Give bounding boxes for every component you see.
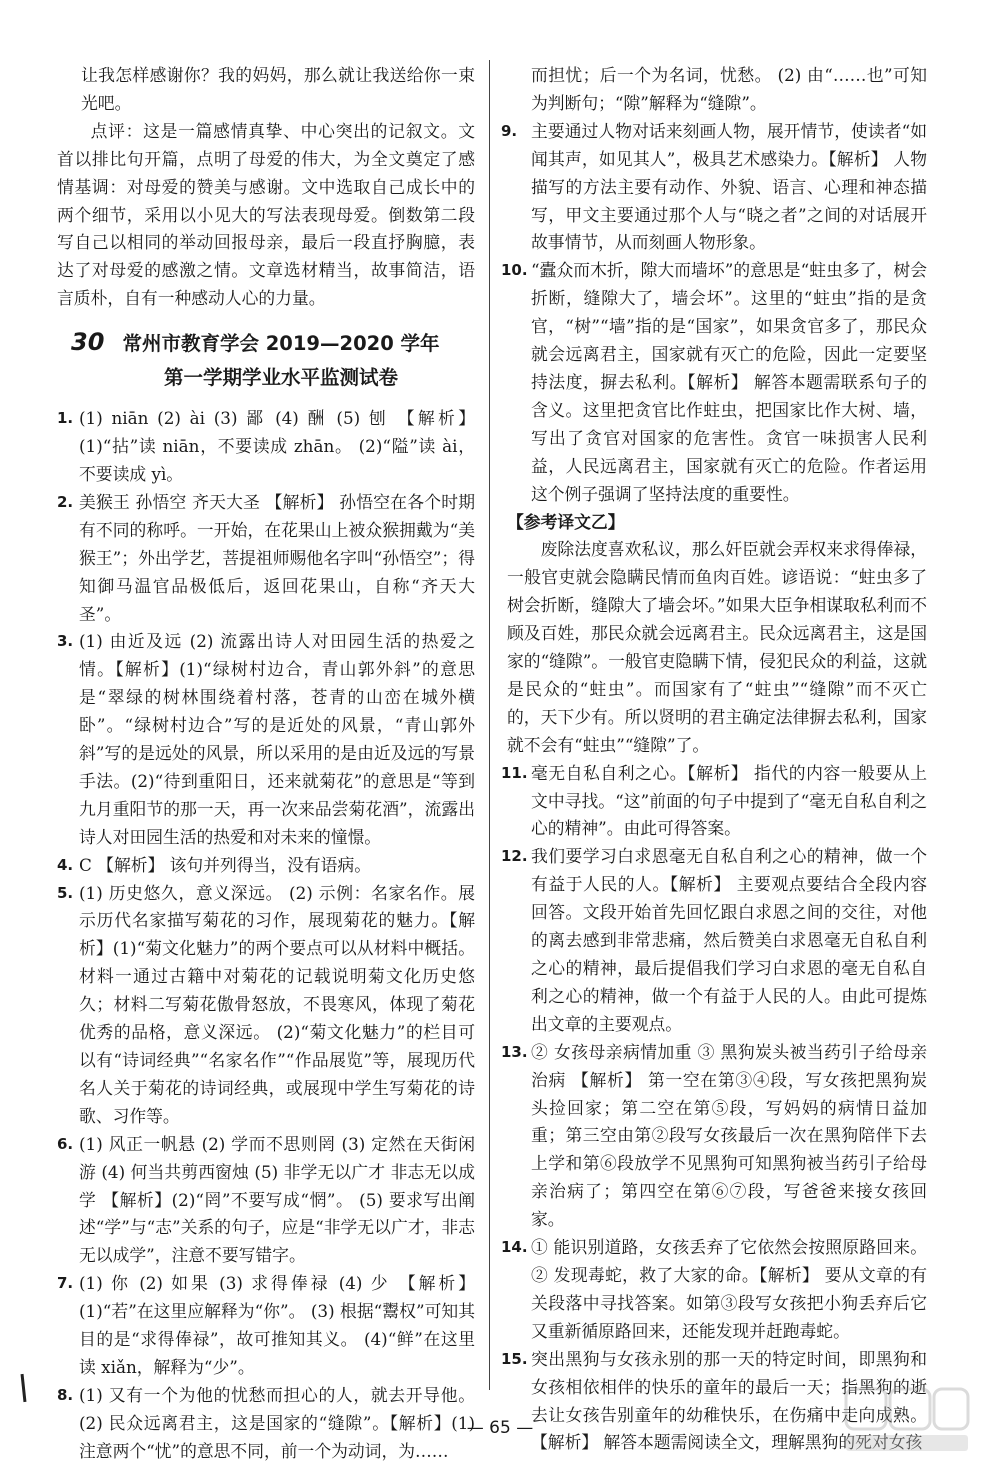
section-title-line2: 第一学期学业水平监测试卷 xyxy=(163,366,398,390)
section-heading xyxy=(57,327,475,395)
section-number: 30 xyxy=(71,328,105,357)
answer-number: 2. xyxy=(57,492,74,511)
answer-text: “蠹众而木折，隙大而墙坏”的意思是“蛀虫多了，树会折断，缝隙大了，墙会坏”。这里的“蛀虫”指的是贪官，“树”“墙”指的是“国家”，如果贪官多了，那民众就会远离君主，国家就有灭亡的危险，因此一定要坚持法度，摒去私利。【解析】 解答本题需联系句子的含义。这里把贪官比作蛀虫，把国家比作大树、墙，写出了贪官对国家的危害性。贪官一味损害人民利益，人民远离君主，国家就有灭亡的危险。作者运用这个例子强调了坚持法度的重要性。 xyxy=(531,260,927,504)
right-answer-list-b xyxy=(501,760,927,1458)
answer-item xyxy=(501,118,927,258)
answer-number: 15. xyxy=(501,1349,528,1368)
comment-paragraph: 点评：这是一篇感情真挚、中心突出的记叙文。文首以排比句开篇，点明了母爱的伟大，为全文奠定了感情基调：对母爱的赞美与感谢。文中选取自己成长中的两个细节，采用以小见大的写法表现母爱。倒数第二段写自己以相同的举动回报母亲，最后一段直抒胸臆，表达了对母爱的感激之情。文章选材精当，故事简洁，语言质朴，自有一种感动人心的力量。 xyxy=(57,120,475,309)
answer-number: 14. xyxy=(501,1238,528,1257)
answer-text: 突出黑狗与女孩永别的那一天的特定时间，即黑狗和女孩相依相伴的快乐的童年的最后一天；指黑狗的逝去让女孩告别童年的幼稚快乐，在伤痛中走向成熟。【解析】 解答本题需阅读全文，理解黑狗的死对女孩 xyxy=(531,1348,927,1453)
answer-item xyxy=(57,405,475,489)
answer-number: 12. xyxy=(501,847,528,866)
answer-text: (1) 风正一帆悬 (2) 学而不思则罔 (3) 定然在天街闲游 (4) 何当共剪西窗烛 (5) 非学无以广才 非志无以成学 【解析】(2)“罔”不要写成“惘”。 (5) 要求写出阐述“学”与“志”关系的句子，应是“非学无以广才，非志无以成学”，注意不要写错字。 xyxy=(79,1133,475,1266)
answer-item xyxy=(57,852,475,880)
answer-number: 1. xyxy=(57,409,74,428)
answer-text: ① 能识别道路，女孩丢弃了它依然会按照原路回来。② 发现毒蛇，救了大家的命。【解析】 要从文章的有关段落中寻找答案。如第③段写女孩把小狗丢弃后它又重新循原路回来，还能发现并赶跑毒蛇。 xyxy=(531,1237,927,1341)
margin-mark xyxy=(21,1374,27,1402)
answer-text: C 【解析】 该句并列得当，没有语病。 xyxy=(79,854,372,875)
answer-text: 毫无自私自利之心。【解析】 指代的内容一般要从上文中寻找。“这”前面的句子中提到了“毫无自私自利之心的精神”。由此可得答案。 xyxy=(531,762,927,839)
reference-translation-text: 废除法度喜欢私议，那么奸臣就会弄权来求得俸禄，一般官吏就会隐瞒民情而鱼肉百姓。谚语说：“蛀虫多了树会折断，缝隙大了墙会坏。”如果大臣争相谋取私利而不顾及百姓，那民众就会远离君主。民众远离君主，这是国家的“缝隙”。一般官吏隐瞒下情，侵犯民众的利益，这就是民众的“蛀虫”。而国家有了“蛀虫”“缝隙”而不灭亡的，天下少有。所以贤明的君主确定法律摒去私利，国家就不会有“蛀虫”“缝隙”了。 xyxy=(507,539,927,755)
answer-number: 13. xyxy=(501,1042,528,1061)
answer-item xyxy=(501,1039,927,1234)
continued-paragraph: 而担忧；后一个为名词，忧愁。 (2) 由“……也”可知为判断句；“隙”解释为“缝隙”。 xyxy=(531,65,927,113)
answer-text: 我们要学习白求恩毫无自私自利之心的精神，做一个有益于人民的人。【解析】 主要观点要结合全段内容回答。文段开始首先回忆跟白求恩之间的交往，对他的离去感到非常悲痛，然后赞美白求恩毫无自私自利之心的精神，最后提倡我们学习白求恩的毫无自私自利之心的精神，做一个有益于人民的人。由此可提炼出文章的主要观点。 xyxy=(531,846,927,1034)
answer-text: 美猴王 孙悟空 齐天大圣 【解析】 孙悟空在各个时期有不同的称呼。一开始，在花果山上被众猴拥戴为“美猴王”；外出学艺，菩提祖师赐他名字叫“孙悟空”；得知御马温官品极低后，返回花果山，自称“齐天大圣”。 xyxy=(79,491,475,624)
answer-text: (1) 由近及远 (2) 流露出诗人对田园生活的热爱之情。【解析】(1)“绿树村边合，青山郭外斜”的意思是“翠绿的树林围绕着村落，苍青的山峦在城外横卧”。“绿树村边合”写的是近处的风景，“青山郭外斜”写的是远处的风景，所以采用的是由近及远的写景手法。(2)“待到重阳日，还来就菊花”的意思是“等到九月重阳节的那一天，再一次来品尝菊花酒”，流露出诗人对田园生活的热爱和对未来的憧憬。 xyxy=(79,631,475,847)
answer-item xyxy=(57,628,475,851)
answer-number: 11. xyxy=(501,763,528,782)
answer-text: ② 女孩母亲病情加重 ③ 黑狗炭头被当药引子给母亲治病 【解析】 第一空在第③④段，写女孩把黑狗炭头捡回家；第二空在第⑤段，写妈妈的病情日益加重；第三空由第②段写女孩最后一次在黑狗陪伴下去上学和第⑥段放学不见黑狗可知黑狗被当药引子给母亲治病了；第四空在第⑥⑦段，写爸爸来接女孩回家。 xyxy=(531,1041,927,1230)
answer-text: (1) niān (2) ài (3) 鄙 (4) 酬 (5) 刨 【解析】(1)“拈”读 niān，不要读成 zhān。 (2)“隘”读 ài，不要读成 yì。 xyxy=(79,408,475,484)
left-answer-list xyxy=(57,405,475,1465)
intro-paragraph: 让我怎样感谢你？我的妈妈，那么就让我送给你一束光吧。 xyxy=(81,65,475,113)
reference-translation-title: 【参考译文乙】 xyxy=(507,511,625,532)
answer-number: 3. xyxy=(57,632,74,651)
answer-number: 8. xyxy=(57,1385,74,1404)
answer-number: 4. xyxy=(57,855,74,874)
answer-text: (1) 又有一个为他的忧愁而担心的人，就去开导他。(2) 民众远离君主，这是国家的“缝隙”。【解析】(1) 注意两个“忧”的意思不同，前一个为动词，为…… xyxy=(79,1384,475,1461)
answer-number: 9. xyxy=(501,121,518,140)
answer-item xyxy=(57,880,475,1131)
answer-text: 主要通过人物对话来刻画人物，展开情节，使读者“如闻其声，如见其人”，极具艺术感染力。【解析】 人物描写的方法主要有动作、外貌、语言、心理和神态描写，甲文主要通过那个人与“晓之者”之间的对话展开故事情节，从而刻画人物形象。 xyxy=(531,120,927,253)
answer-item xyxy=(501,760,927,844)
right-column xyxy=(501,62,927,1457)
answer-text: (1) 历史悠久，意义深远。 (2) 示例：名家名作。展示历代名家描写菊花的习作，展现菊花的魅力。【解析】(1)“菊文化魅力”的两个要点可以从材料中概括。材料一通过古籍中对菊花的记载说明菊文化历史悠久；材料二写菊花傲骨怒放，不畏寒风，体现了菊花优秀的品格，意义深远。 (2)“菊文化魅力”的栏目可以有“诗词经典”“名家名作”“作品展览”等，展现历代名人关于菊花的诗词经典，或展现中学生写菊花的诗歌、习作等。 xyxy=(79,882,475,1126)
answer-text: (1) 你 (2) 如果 (3) 求得俸禄 (4) 少 【解析】(1)“若”在这里应解释为“你”。 (3) 根据“鬻权”可知其目的是“求得俸禄”，故可推知其义。 (4)“鲜”在这里读 xiǎn，解释为“少”。 xyxy=(79,1273,475,1377)
answer-item xyxy=(501,1234,927,1346)
answer-item xyxy=(501,843,927,1038)
left-column xyxy=(57,62,475,1466)
right-answer-list-a xyxy=(501,118,927,509)
answer-number: 6. xyxy=(57,1134,74,1153)
answer-item xyxy=(501,257,927,508)
section-title-line1: 常州市教育学会 2019—2020 学年 xyxy=(122,332,440,356)
watermark-logo xyxy=(842,1385,972,1455)
page-number: — 65 — xyxy=(466,1418,534,1438)
column-divider xyxy=(489,60,490,1390)
answer-item xyxy=(57,1270,475,1382)
answer-number: 7. xyxy=(57,1274,74,1293)
answer-number: 10. xyxy=(501,261,528,280)
answer-number: 5. xyxy=(57,883,74,902)
answer-item xyxy=(57,489,475,629)
answer-item xyxy=(57,1131,475,1271)
